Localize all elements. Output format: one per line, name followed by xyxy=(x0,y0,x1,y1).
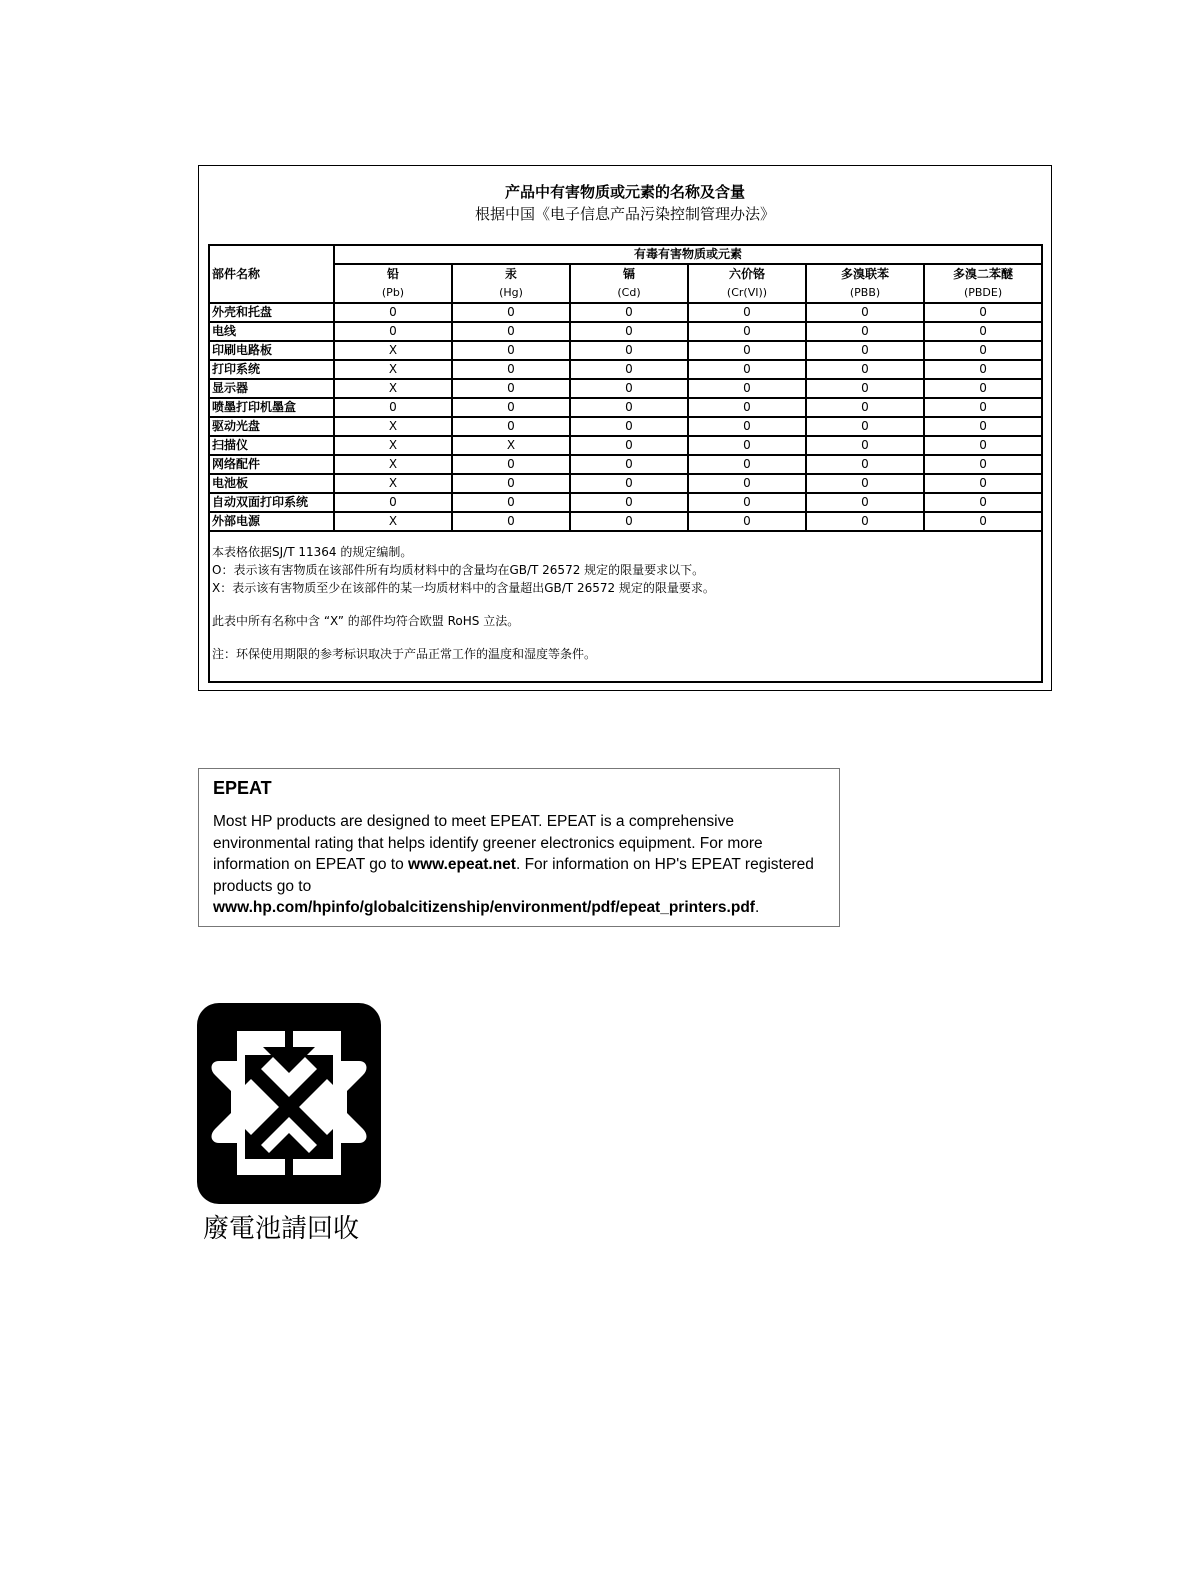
substance-value-cell: X xyxy=(334,341,452,360)
substance-value-cell: 0 xyxy=(924,455,1041,474)
substance-value-cell: 0 xyxy=(688,341,806,360)
substance-value-cell: 0 xyxy=(688,379,806,398)
part-name-cell: 电线 xyxy=(210,322,334,341)
substance-value-cell: 0 xyxy=(806,303,924,322)
substance-value-cell: 0 xyxy=(924,303,1041,322)
substance-value-cell: 0 xyxy=(924,322,1041,341)
substance-name: 六价铬 xyxy=(688,264,806,283)
substance-symbol: (Hg) xyxy=(452,283,570,303)
hazard-table-title: 产品中有害物质或元素的名称及含量 xyxy=(504,183,745,201)
substance-value-cell: 0 xyxy=(924,512,1041,531)
epeat-text-3: . xyxy=(754,899,760,916)
substance-value-cell: 0 xyxy=(806,455,924,474)
epeat-text-1: Most HP products are designed to meet EPEAT. EPEAT is a comprehensive environmental rating that helps identify greener electronics equipment. For more information on EPEAT go to xyxy=(213,813,763,873)
epeat-heading: EPEAT xyxy=(213,778,272,798)
note-o: O：表示该有害物质在该部件所有均质材料中的含量均在GB/T 26572 规定的限量要求以下。 xyxy=(212,563,705,577)
substance-symbol: (Pb) xyxy=(334,283,452,303)
substances-group-header: 有毒有害物质或元素 xyxy=(334,246,1041,264)
substance-symbol: (PBB) xyxy=(806,283,924,303)
note-basis: 本表格依据SJ/T 11364 的规定编制。 xyxy=(212,545,413,559)
substance-value-cell: 0 xyxy=(806,379,924,398)
substance-value-cell: X xyxy=(452,436,570,455)
substance-value-cell: 0 xyxy=(688,436,806,455)
substance-value-cell: 0 xyxy=(570,303,688,322)
substance-value-cell: 0 xyxy=(570,512,688,531)
substance-value-cell: 0 xyxy=(452,493,570,512)
substance-value-cell: 0 xyxy=(452,379,570,398)
substance-value-cell: 0 xyxy=(570,455,688,474)
part-name-cell: 电池板 xyxy=(210,474,334,493)
substance-value-cell: 0 xyxy=(806,322,924,341)
substance-value-cell: 0 xyxy=(688,474,806,493)
hazard-table xyxy=(210,246,1041,532)
substance-value-cell: 0 xyxy=(570,322,688,341)
substance-value-cell: 0 xyxy=(806,493,924,512)
substance-value-cell: X xyxy=(334,455,452,474)
epeat-text-2: . For information on HP's EPEAT registered products go to xyxy=(213,856,814,895)
part-name-header: 部件名称 xyxy=(210,246,334,303)
epeat-body xyxy=(213,811,825,919)
recycle-caption: 廢電池請回收 xyxy=(203,1214,360,1244)
part-name-cell: 驱动光盘 xyxy=(210,417,334,436)
substance-value-cell: 0 xyxy=(688,303,806,322)
table-row xyxy=(210,512,1041,531)
substance-value-cell: 0 xyxy=(452,512,570,531)
substance-value-cell: 0 xyxy=(688,360,806,379)
hp-epeat-link[interactable]: www.hp.com/hpinfo/globalcitizenship/environment/pdf/epeat_printers.pdf xyxy=(213,899,755,916)
part-name-cell: 扫描仪 xyxy=(210,436,334,455)
substance-name: 多溴二苯醚 xyxy=(924,264,1041,283)
table-row xyxy=(210,398,1041,417)
battery-recycle-icon xyxy=(197,1003,381,1204)
substance-value-cell: 0 xyxy=(334,493,452,512)
substance-name: 镉 xyxy=(570,264,688,283)
substance-value-cell: 0 xyxy=(688,455,806,474)
substance-value-cell: 0 xyxy=(452,303,570,322)
note-rohs: 此表中所有名称中含 “X” 的部件均符合欧盟 RoHS 立法。 xyxy=(212,614,520,628)
substance-value-cell: 0 xyxy=(334,398,452,417)
substance-value-cell: 0 xyxy=(924,398,1041,417)
substance-value-cell: 0 xyxy=(570,379,688,398)
substance-value-cell: 0 xyxy=(924,474,1041,493)
substance-value-cell: X xyxy=(334,436,452,455)
part-name-cell: 显示器 xyxy=(210,379,334,398)
substance-symbol: (Cd) xyxy=(570,283,688,303)
substance-value-cell: 0 xyxy=(688,322,806,341)
substance-value-cell: 0 xyxy=(452,455,570,474)
substance-value-cell: 0 xyxy=(334,322,452,341)
table-row xyxy=(210,379,1041,398)
epeat-box xyxy=(198,768,840,927)
substance-value-cell: 0 xyxy=(570,341,688,360)
substance-value-cell: 0 xyxy=(570,417,688,436)
substance-value-cell: 0 xyxy=(688,493,806,512)
substance-value-cell: 0 xyxy=(806,512,924,531)
substance-value-cell: 0 xyxy=(570,398,688,417)
substance-name: 汞 xyxy=(452,264,570,283)
substance-value-cell: X xyxy=(334,360,452,379)
substance-symbol-row xyxy=(210,283,1041,303)
substance-name-row xyxy=(210,264,1041,283)
hazard-table-frame xyxy=(208,244,1043,683)
table-row xyxy=(210,341,1041,360)
substance-value-cell: X xyxy=(334,474,452,493)
substance-value-cell: 0 xyxy=(806,417,924,436)
substance-value-cell: 0 xyxy=(570,436,688,455)
hazard-table-notes xyxy=(212,543,1037,663)
part-name-cell: 外部电源 xyxy=(210,512,334,531)
substance-value-cell: 0 xyxy=(334,303,452,322)
substance-value-cell: 0 xyxy=(688,417,806,436)
epeat-link[interactable]: www.epeat.net xyxy=(408,856,516,873)
substance-value-cell: 0 xyxy=(924,493,1041,512)
substance-value-cell: 0 xyxy=(924,436,1041,455)
table-row xyxy=(210,436,1041,455)
substance-value-cell: 0 xyxy=(570,360,688,379)
substance-value-cell: 0 xyxy=(806,341,924,360)
hazardous-substances-box xyxy=(198,165,1052,691)
substance-value-cell: 0 xyxy=(452,360,570,379)
part-name-cell: 网络配件 xyxy=(210,455,334,474)
table-row xyxy=(210,417,1041,436)
table-row xyxy=(210,360,1041,379)
substance-value-cell: 0 xyxy=(924,417,1041,436)
note-env: 注：环保使用期限的参考标识取决于产品正常工作的温度和湿度等条件。 xyxy=(212,647,597,661)
substance-value-cell: 0 xyxy=(452,322,570,341)
table-row xyxy=(210,303,1041,322)
substance-value-cell: 0 xyxy=(570,474,688,493)
substance-value-cell: 0 xyxy=(924,341,1041,360)
note-x: X：表示该有害物质至少在该部件的某一均质材料中的含量超出GB/T 26572 规定的限量要求。 xyxy=(212,581,715,595)
substance-value-cell: 0 xyxy=(688,512,806,531)
part-name-cell: 喷墨打印机墨盒 xyxy=(210,398,334,417)
substance-name: 多溴联苯 xyxy=(806,264,924,283)
substance-value-cell: 0 xyxy=(452,398,570,417)
substance-value-cell: 0 xyxy=(688,398,806,417)
table-row xyxy=(210,322,1041,341)
substance-value-cell: X xyxy=(334,417,452,436)
part-name-cell: 自动双面打印系统 xyxy=(210,493,334,512)
substance-value-cell: 0 xyxy=(924,360,1041,379)
substance-value-cell: 0 xyxy=(806,436,924,455)
table-row xyxy=(210,493,1041,512)
substance-value-cell: X xyxy=(334,379,452,398)
part-name-cell: 印刷电路板 xyxy=(210,341,334,360)
substance-symbol: (Cr(VI)) xyxy=(688,283,806,303)
substance-value-cell: 0 xyxy=(452,341,570,360)
hazard-table-subtitle: 根据中国《电子信息产品污染控制管理办法》 xyxy=(474,205,775,223)
substance-name: 铅 xyxy=(334,264,452,283)
part-name-cell: 外壳和托盘 xyxy=(210,303,334,322)
substance-value-cell: 0 xyxy=(806,398,924,417)
substance-value-cell: 0 xyxy=(570,493,688,512)
part-name-cell: 打印系统 xyxy=(210,360,334,379)
table-row xyxy=(210,455,1041,474)
hazard-table-body xyxy=(210,303,1041,531)
substance-value-cell: 0 xyxy=(452,474,570,493)
table-row xyxy=(210,474,1041,493)
substance-symbol: (PBDE) xyxy=(924,283,1041,303)
substance-value-cell: 0 xyxy=(452,417,570,436)
substance-value-cell: 0 xyxy=(924,379,1041,398)
substance-value-cell: X xyxy=(334,512,452,531)
substance-value-cell: 0 xyxy=(806,360,924,379)
substance-value-cell: 0 xyxy=(806,474,924,493)
